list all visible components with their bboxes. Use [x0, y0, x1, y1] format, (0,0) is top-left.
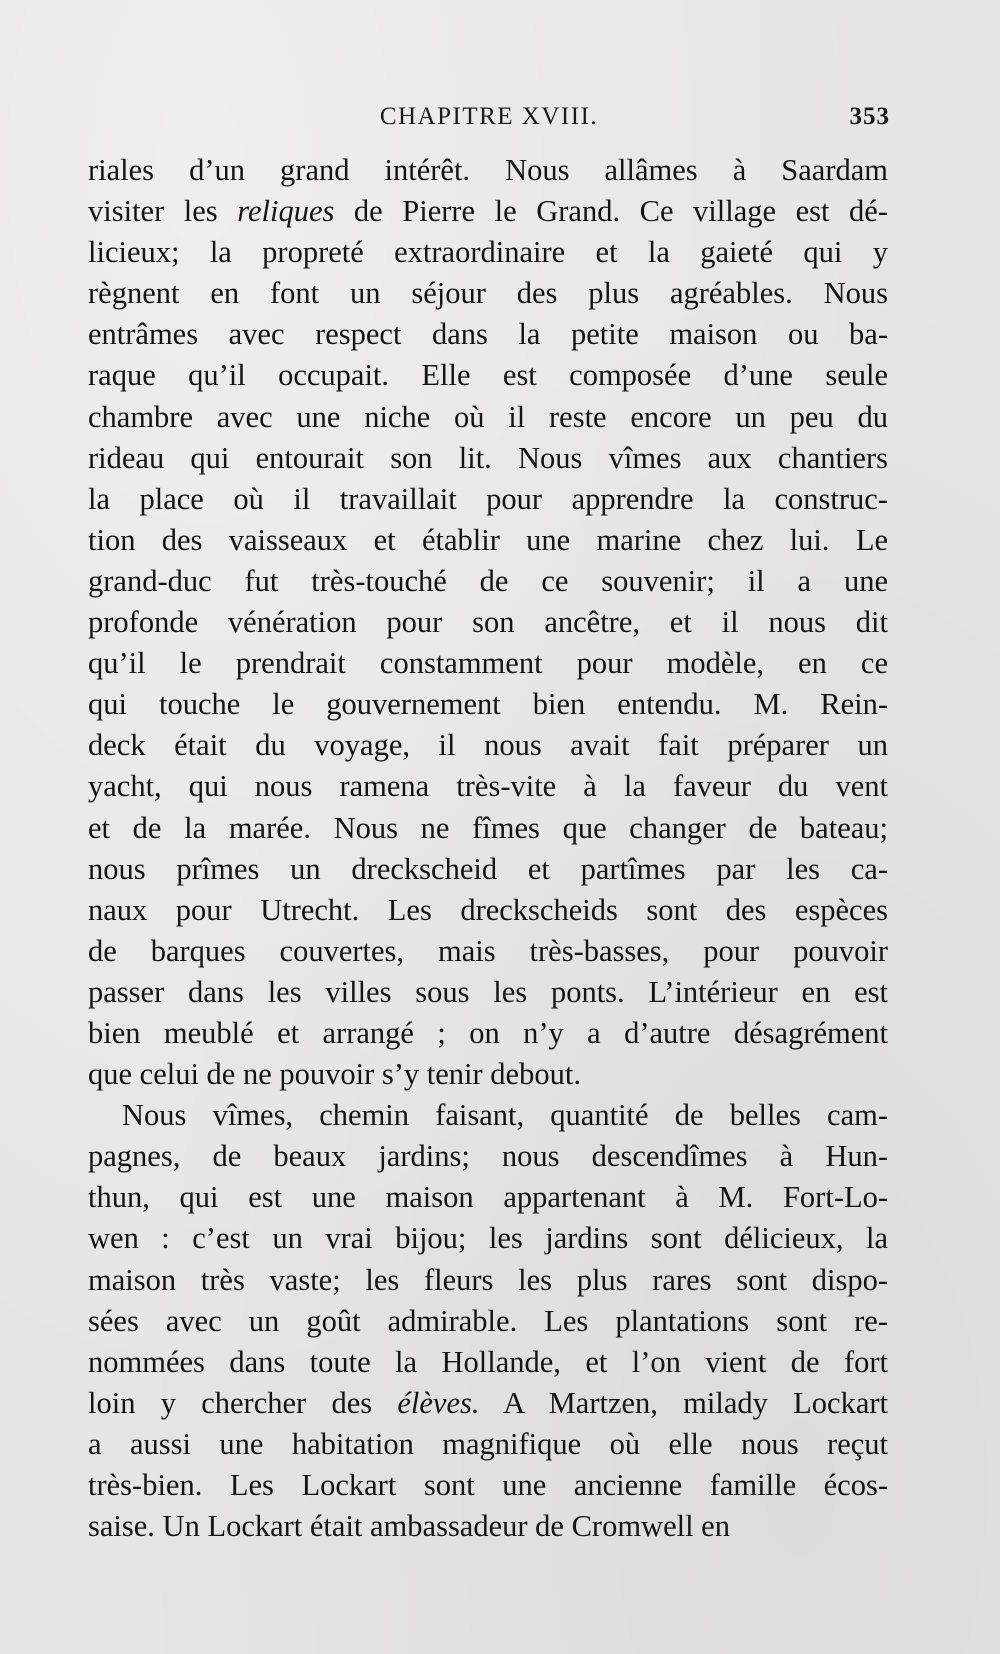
- text-run: thun, qui est une maison appartenant à M. Fort-Lo-: [88, 1180, 888, 1215]
- text-run: nommées dans toute la Hollande, et l’on vient de fort: [88, 1344, 888, 1379]
- text-line: [88, 643, 888, 684]
- text-run: et de la marée. Nous ne fîmes que changer de bateau;: [88, 810, 888, 845]
- text-line: [88, 1342, 888, 1383]
- paragraph: [88, 1095, 888, 1547]
- text-run: visiter les: [88, 194, 238, 229]
- text-line: [88, 191, 888, 232]
- text-line: [88, 520, 888, 561]
- text-run: saise. Un Lockart était ambassadeur de Cromwell en: [88, 1509, 730, 1544]
- text-line: [88, 232, 888, 273]
- body-text: [88, 150, 888, 1547]
- text-line: [88, 438, 888, 479]
- text-line: [88, 150, 888, 191]
- text-run: règnent en font un séjour des plus agréables. Nous: [88, 276, 888, 311]
- text-run: rideau qui entourait son lit. Nous vîmes aux chantiers: [88, 440, 888, 475]
- text-line: [88, 602, 888, 643]
- text-run: wen : c’est un vrai bijou; les jardins sont délicieux, la: [88, 1221, 888, 1256]
- text-line: [88, 684, 888, 725]
- text-line: [88, 561, 888, 602]
- text-run: de barques couvertes, mais très-basses, pour pouvoir: [88, 933, 888, 968]
- text-run: passer dans les villes sous les ponts. L’intérieur en est: [88, 974, 888, 1009]
- text-run: loin y chercher des: [88, 1385, 398, 1420]
- text-line: [88, 725, 888, 766]
- text-line: [88, 1383, 888, 1424]
- text-line: [88, 1095, 888, 1136]
- text-run: tion des vaisseaux et établir une marine chez lui. Le: [88, 522, 888, 557]
- text-line: [88, 479, 888, 520]
- text-run: licieux; la propreté extraordinaire et la gaieté qui y: [88, 235, 888, 270]
- text-run: profonde vénération pour son ancêtre, et il nous dit: [88, 605, 888, 640]
- text-line: [88, 808, 888, 849]
- text-run: la place où il travaillait pour apprendre la construc-: [88, 481, 888, 516]
- text-line: [88, 397, 888, 438]
- running-head: [88, 103, 890, 139]
- italic-text: élèves.: [397, 1385, 480, 1420]
- text-run: a aussi une habitation magnifique où elle nous reçut: [88, 1426, 888, 1461]
- page-number: 353: [849, 103, 890, 130]
- text-run: pagnes, de beaux jardins; nous descendîmes à Hun-: [88, 1139, 888, 1174]
- text-run: sées avec un goût admirable. Les plantations sont re-: [88, 1303, 888, 1338]
- text-run: nous prîmes un dreckscheid et partîmes par les ca-: [88, 851, 888, 886]
- text-run: deck était du voyage, il nous avait fait préparer un: [88, 728, 888, 763]
- text-line: [88, 314, 888, 355]
- text-line: [88, 1218, 888, 1259]
- text-run: de Pierre le Grand. Ce village est dé-: [334, 194, 888, 229]
- text-line: [88, 931, 888, 972]
- chapter-title: CHAPITRE XVIII.: [379, 103, 599, 130]
- text-run: chambre avec une niche où il reste encore un peu du: [88, 399, 888, 434]
- text-line: [88, 1054, 888, 1095]
- text-line: [88, 1301, 888, 1342]
- text-run: naux pour Utrecht. Les dreckscheids sont des espèces: [88, 892, 888, 927]
- text-line: [88, 1465, 888, 1506]
- text-line: [88, 1013, 888, 1054]
- text-line: [88, 1136, 888, 1177]
- text-run: Nous vîmes, chemin faisant, quantité de belles cam-: [122, 1098, 888, 1133]
- text-line: [88, 890, 888, 931]
- text-line: [88, 355, 888, 396]
- paragraph: [88, 150, 888, 1095]
- text-line: [88, 849, 888, 890]
- text-line: [88, 1506, 888, 1547]
- text-run: bien meublé et arrangé ; on n’y a d’autre désagrément: [88, 1015, 888, 1050]
- text-run: raque qu’il occupait. Elle est composée d’une seule: [88, 358, 888, 393]
- italic-text: reliques: [237, 194, 335, 229]
- text-run: maison très vaste; les fleurs les plus rares sont dispo-: [88, 1262, 888, 1297]
- text-line: [88, 1177, 888, 1218]
- text-line: [88, 766, 888, 807]
- text-line: [88, 1260, 888, 1301]
- text-run: très-bien. Les Lockart sont une ancienne famille écos-: [88, 1468, 888, 1502]
- text-run: riales d’un grand intérêt. Nous allâmes à Saardam: [88, 153, 888, 187]
- text-line: [88, 1424, 888, 1465]
- text-run: A Martzen, milady Lockart: [479, 1385, 888, 1420]
- text-run: qu’il le prendrait constamment pour modèle, en ce: [88, 646, 888, 681]
- text-run: grand-duc fut très-touché de ce souvenir; il a une: [88, 563, 888, 598]
- text-line: [88, 273, 888, 314]
- text-run: que celui de ne pouvoir s’y tenir debout.: [88, 1057, 581, 1092]
- text-run: qui touche le gouvernement bien entendu. M. Rein-: [88, 687, 888, 722]
- text-run: yacht, qui nous ramena très-vite à la faveur du vent: [88, 769, 888, 804]
- text-run: entrâmes avec respect dans la petite maison ou ba-: [88, 317, 888, 352]
- text-line: [88, 972, 888, 1013]
